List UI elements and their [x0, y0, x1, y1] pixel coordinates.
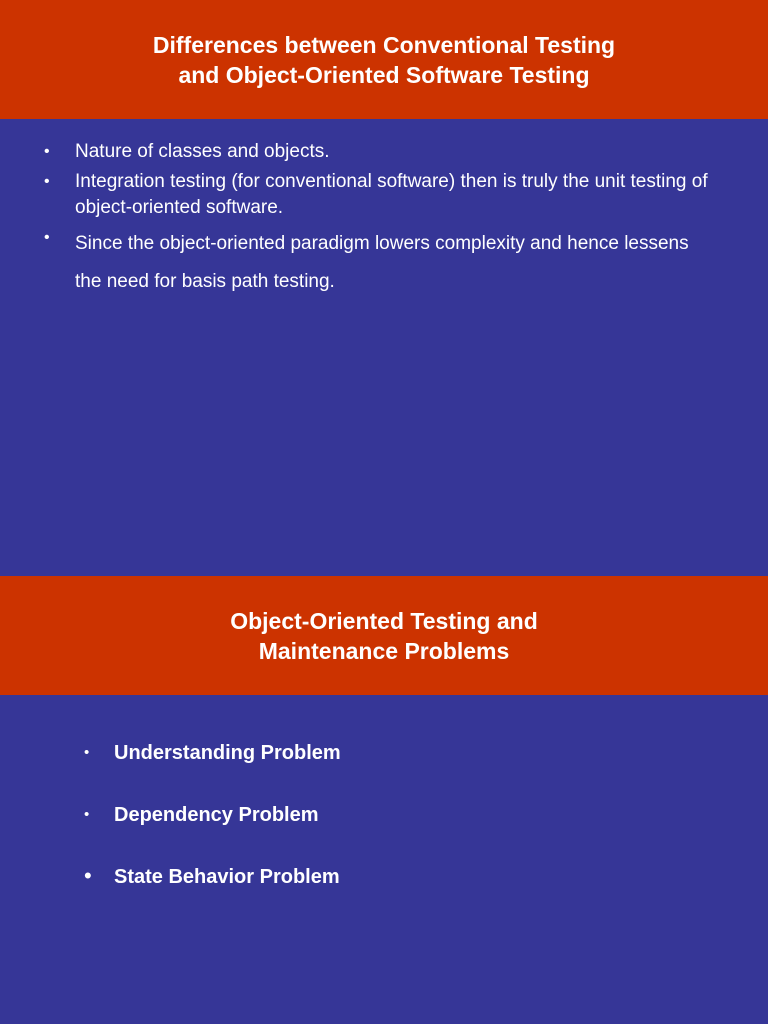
problem-item-understanding: [0, 741, 341, 765]
problem-text: State Behavior Problem: [114, 866, 340, 888]
bullet-icon: •: [44, 173, 50, 190]
bullet-text: Integration testing (for conventional software) then is truly the unit testing of object-oriented software.: [75, 171, 708, 218]
slide-title: [74, 30, 694, 90]
slide-title-bar: [0, 576, 768, 695]
slide-title-line-1: Differences between Conventional Testing: [152, 31, 616, 58]
slide-title-line-2: and Object-Oriented Software Testing: [178, 61, 590, 88]
bullet-icon: •: [44, 229, 50, 246]
bullet-icon: •: [84, 806, 90, 823]
slide-title-bar: [0, 0, 768, 119]
problem-item-dependency: [0, 803, 319, 827]
bullet-item: [0, 225, 768, 301]
bullet-text: Nature of classes and objects.: [75, 141, 330, 162]
slide-title-line-2: Maintenance Problems: [258, 637, 510, 664]
bullet-list: [0, 139, 768, 305]
slide-title: [74, 606, 694, 666]
problem-text: Dependency Problem: [114, 804, 319, 826]
slide-oo-testing-maintenance-problems: [0, 576, 768, 1024]
bullet-item: [0, 139, 768, 165]
problem-item-state-behavior: [0, 865, 340, 889]
bullet-text: Since the object-oriented paradigm lowers complexity and hence lessens the need for basis path testing.: [75, 233, 689, 292]
problem-text: Understanding Problem: [114, 742, 341, 764]
slide-title-line-1: Object-Oriented Testing and: [230, 607, 538, 634]
bullet-icon: •: [44, 143, 50, 160]
bullet-icon: •: [84, 744, 90, 761]
bullet-icon: •: [84, 863, 92, 888]
bullet-item: [0, 169, 768, 221]
